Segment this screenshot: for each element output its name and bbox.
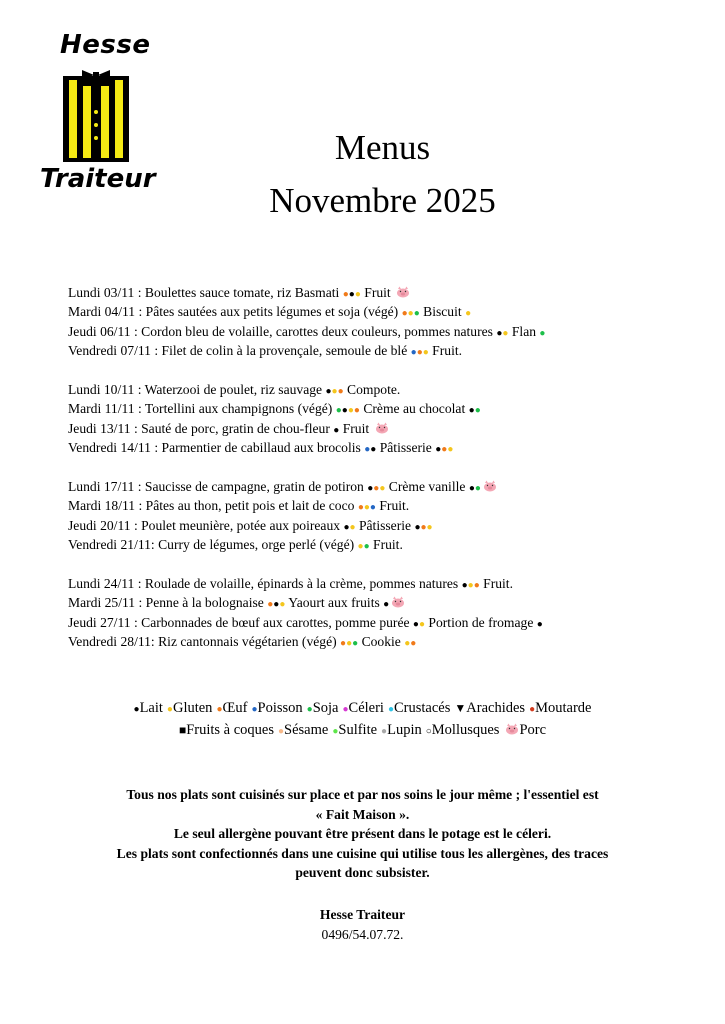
allergen-dot: ● [373,482,380,494]
pig-icon [391,596,405,608]
dish-text: Mardi 11/11 : Tortellini aux champignons (végé) [68,401,336,417]
dessert-text: Cookie [358,634,405,650]
allergen-dot: ● [404,638,411,650]
dessert-text: Fruit. [375,498,410,514]
legend-symbol: ○ [425,726,432,737]
menu-item [68,574,708,593]
allergen-dot: ● [354,289,361,300]
allergen-dot: ● [401,308,408,320]
menu-item [68,302,708,321]
menu-item [68,419,708,438]
allergen-dot: ● [352,638,359,650]
allergen-dot: ● [357,502,364,514]
legend-label: Sésame [284,722,329,738]
allergen-dot: ● [422,347,429,359]
allergen-dot: ● [325,385,332,397]
dish-text: Mardi 04/11 : Pâtes sautées aux petits légumes et soja (végé) [68,304,402,320]
allergen-dot: ● [441,444,448,456]
dish-text: Jeudi 20/11 : Poulet meunière, potée aux poireaux [68,517,344,533]
dish-text: Jeudi 13/11 : Sauté de porc, gratin de chou-fleur [68,420,334,436]
menu-item [68,632,708,651]
dish-text: Lundi 17/11 : Saucisse de campagne, gratin de potiron [68,478,368,494]
allergen-dots [462,580,480,591]
allergen-dot: ● [420,521,427,533]
legend-item [426,722,500,738]
menu-item [68,535,708,554]
allergen-dot: ● [349,521,356,533]
legend-item [332,722,377,738]
brand-name-line1: Hesse [60,30,151,60]
allergen-dot: ● [370,444,377,456]
legend-label: Moutarde [535,700,592,716]
legend-symbol: ■ [178,723,187,737]
dish-text: Vendredi 21/11: Curry de légumes, orge perlé (végé) [68,537,358,553]
legend-item [216,700,247,716]
legend-symbol: ● [342,704,349,715]
note-line: Tous nos plats sont cuisinés sur place et par nos soins le jour même ; l'essentiel est [126,787,599,802]
menu-item [68,438,708,457]
dish-text: Mardi 25/11 : Penne à la bolognaise [68,595,268,611]
legend-label: Sulfite [338,722,378,738]
allergen-dots [383,599,389,610]
allergen-dots [326,386,344,397]
dish-text: Vendredi 07/11 : Filet de colin à la provençale, semoule de blé [68,343,411,359]
allergen-dots [343,289,361,300]
allergen-dots [340,638,358,649]
legend-symbol: ● [381,726,388,737]
legend-label: Porc [519,722,547,738]
legend-symbol: ● [216,704,223,715]
dessert-text: Fruit. [479,575,513,591]
dessert-text: Compote. [343,381,401,397]
allergen-dot: ● [273,599,280,611]
allergen-dot: ● [412,618,419,630]
dish-text: Lundi 03/11 : Boulettes sauce tomate, riz Basmati [68,285,343,300]
legend-symbol: ● [387,704,395,715]
legend-symbol: ● [166,704,173,715]
allergen-dot: ● [347,405,354,417]
legend-symbol: ● [133,704,140,715]
allergen-dot: ● [340,638,347,650]
allergen-dots [435,444,453,455]
allergen-dot: ● [447,444,454,456]
allergen-dot: ● [343,521,350,533]
allergen-dot: ● [502,327,509,339]
pig-icon [505,723,519,735]
dish-text: Vendredi 28/11: Riz cantonnais végétarien (végé) [68,634,341,650]
dish-text: Jeudi 27/11 : Carbonnades de bœuf aux carottes, pomme purée [68,614,413,630]
allergen-dot: ● [468,405,475,417]
allergen-dots [404,638,416,649]
menu-item [68,380,708,399]
dessert-text: Pâtisserie [376,440,436,456]
dessert-text: Fruit [360,285,395,300]
menu-item [68,477,708,496]
dessert-text: Biscuit [419,304,466,320]
dessert-text: Portion de fromage [425,614,537,630]
pig-icon [375,422,389,434]
allergen-dot: ● [333,424,340,436]
dish-text: Vendredi 14/11 : Parmentier de cabillaud aux brocolis [68,440,365,456]
note-line: peuvent donc subsister. [295,865,430,880]
allergen-dot: ● [337,385,344,397]
allergen-dot: ● [465,308,472,320]
allergen-dot: ● [414,521,421,533]
allergen-dot: ● [346,638,353,650]
dessert-text: Flan [508,323,540,339]
allergen-dot: ● [407,308,414,320]
signature [0,905,725,944]
legend-item [454,700,525,716]
legend-label: Fruits à coques [186,722,274,738]
allergen-dots [469,483,481,494]
legend-item [529,700,591,716]
allergen-dot: ● [341,405,348,417]
legend-label: Œuf [222,700,248,716]
legend-label: Gluten [172,700,213,716]
legend-label: Mollusques [431,722,500,738]
menu-item [68,496,708,515]
dessert-text: Crème vanille [385,478,469,494]
legend-item [388,700,450,716]
page-subtitle: Novembre 2025 [269,181,496,220]
legend-symbol: ● [529,704,536,715]
legend-label: Arachides [466,700,526,716]
legend-item [251,700,302,716]
note-line: Les plats sont confectionnés dans une cuisine qui utilise tous les allergènes, des traces [116,845,609,861]
allergen-dots [358,541,370,552]
allergen-dot: ● [539,327,546,339]
allergen-dot: ● [357,541,364,553]
allergen-dots [537,619,543,630]
allergen-dots [469,405,481,416]
allergen-dot: ● [410,638,417,650]
page-title: Menus [334,128,431,167]
allergen-dot: ● [416,347,423,359]
allergen-dots [402,308,420,319]
allergen-dot: ● [342,289,349,300]
allergen-dot: ● [367,482,374,494]
brand-name-line2: Traiteur [40,164,156,194]
menu-item [68,341,708,360]
allergen-dot: ● [435,444,442,456]
legend-item [167,700,213,716]
allergen-dot: ● [353,405,360,417]
dessert-text: Fruit [339,420,373,436]
allergen-dot: ● [363,502,370,514]
legend-symbol: ▼ [454,701,467,715]
legend-label: Soja [312,700,339,716]
legend-item [342,700,383,716]
allergen-dots [539,328,545,339]
legend-symbol: ● [332,726,339,737]
menu-item [68,283,708,302]
allergen-dots [413,619,425,630]
legend-label: Crustacés [394,700,451,716]
signature-name: Hesse Traiteur [319,907,406,922]
allergen-dot: ● [331,385,338,397]
dessert-text: Yaourt aux fruits [285,595,384,611]
allergen-dot: ● [369,502,376,514]
dessert-text: Fruit. [369,537,403,553]
dessert-text: Crème au chocolat [359,401,469,417]
legend-item [503,722,546,738]
legend-symbol: ● [277,726,285,737]
legend-symbol: ● [251,704,258,715]
dessert-text: Pâtisserie [355,517,415,533]
allergen-dot: ● [364,444,371,456]
info-note [60,785,665,883]
legend-item [134,700,163,716]
legend-label: Poisson [257,700,303,716]
pig-icon [483,480,497,492]
menu-item [68,613,708,632]
allergen-dot: ● [468,482,475,494]
menu-item [68,322,708,341]
allergen-dot: ● [461,579,468,591]
allergen-dot: ● [496,327,503,339]
allergen-dots [367,483,385,494]
menu-list [68,283,708,651]
allergen-dots [267,599,285,610]
legend-item [179,722,274,738]
allergen-legend-line2 [0,722,725,739]
pig-icon [396,286,410,298]
allergen-dot: ● [473,579,480,591]
dessert-text: Fruit. [428,343,463,359]
allergen-dot: ● [418,618,426,630]
allergen-dot: ● [474,482,481,494]
note-line: Le seul allergène pouvant être présent dans le potage est le céleri. [173,826,552,841]
allergen-dot: ● [474,405,481,417]
legend-symbol: ● [306,704,313,715]
allergen-dot: ● [267,599,274,611]
menu-item [68,399,708,418]
allergen-dot: ● [348,289,355,300]
allergen-dots [343,522,355,533]
dish-text: Lundi 10/11 : Waterzooi de poulet, riz sauvage [68,381,326,397]
legend-item [278,722,328,738]
dish-text: Lundi 24/11 : Roulade de volaille, épinards à la crème, pommes natures [68,575,462,591]
menu-item [68,593,708,612]
allergen-dots [336,405,360,416]
allergen-dot: ● [467,579,474,591]
allergen-dot: ● [335,405,342,417]
legend-item [381,722,422,738]
allergen-dots [358,502,376,513]
allergen-dots [414,522,432,533]
allergen-dots [496,328,508,339]
allergen-dot: ● [536,618,543,630]
allergen-dot: ● [279,599,286,611]
allergen-dot: ● [413,308,420,320]
allergen-dots [411,347,429,358]
allergen-dots [364,444,376,455]
legend-label: Céleri [348,700,384,716]
dish-text: Mardi 18/11 : Pâtes au thon, petit pois et lait de coco [68,498,358,514]
allergen-dots [465,308,471,319]
allergen-legend-line1 [0,700,725,717]
menu-item [68,516,708,535]
legend-label: Lait [139,700,163,716]
legend-item [307,700,339,716]
allergen-dot: ● [410,347,417,359]
note-line: « Fait Maison ». [315,806,410,822]
dish-text: Jeudi 06/11 : Cordon bleu de volaille, carottes deux couleurs, pommes natures [68,323,497,339]
allergen-dot: ● [379,482,386,494]
allergen-dot: ● [383,599,390,611]
allergen-dot: ● [363,541,370,553]
signature-phone: 0496/54.07.72. [321,926,404,942]
legend-label: Lupin [387,722,422,738]
allergen-dot: ● [426,521,433,533]
